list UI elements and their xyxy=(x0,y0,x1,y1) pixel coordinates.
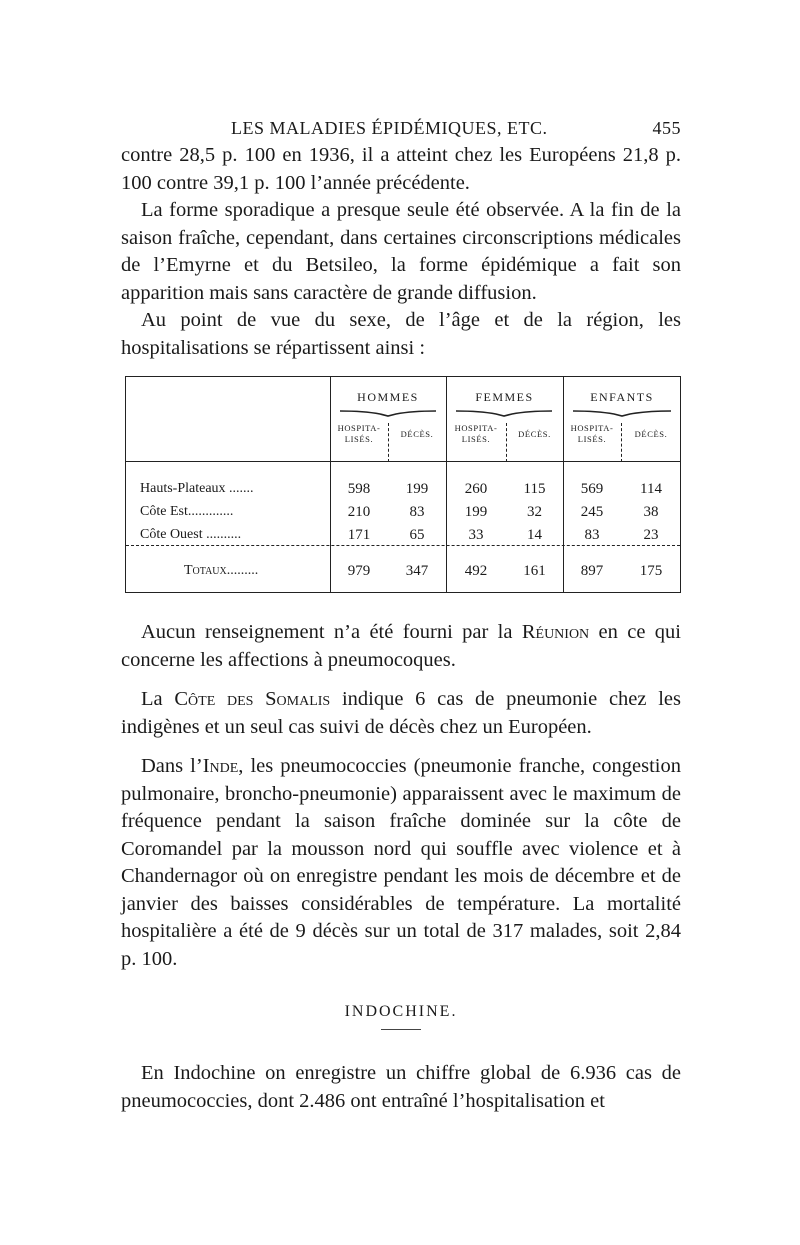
paragraph-4 xyxy=(121,619,681,674)
table-cell: 83 xyxy=(409,504,425,520)
running-title: LES MALADIES ÉPIDÉMIQUES, ETC. xyxy=(231,118,548,138)
brace-enfants xyxy=(573,409,671,417)
table-cell: 171 xyxy=(347,527,371,543)
paragraph-5 xyxy=(121,686,681,741)
subheader-deces: DÉCÈS. xyxy=(400,429,434,439)
table-rule xyxy=(126,545,680,546)
text-run: Dans l’ xyxy=(141,755,203,777)
text-run: La xyxy=(141,688,175,710)
table-cell: 199 xyxy=(464,504,488,520)
paragraph-2: La forme sporadique a presque seule été observée. A la fin de la saison fraîche, cependant, dans certaines circonscriptions médicales de l’Emyrne et du Betsileo, la forme épidémique a fait son apparition mais sans caractère de grande diffusion. xyxy=(121,199,681,304)
row-label-hauts-plateaux: Hauts-Plateaux ....... xyxy=(140,481,254,496)
subheader-line: HOSPITA- xyxy=(454,423,498,433)
table-cell: 65 xyxy=(409,527,425,543)
table-cell: 210 xyxy=(347,504,371,520)
subheader-line: LISÉS. xyxy=(344,434,374,444)
table-cell: 14 xyxy=(527,527,542,543)
table-cell: 569 xyxy=(580,481,604,497)
table-total-cell: 161 xyxy=(523,563,546,579)
paragraph-1: contre 28,5 p. 100 en 1936, il a atteint chez les Européens 21,8 p. 100 contre 39,1 p. 100 l’année précédente. xyxy=(121,144,681,194)
table-total-cell: 175 xyxy=(639,563,663,579)
row-label-text: Hauts-Plateaux xyxy=(140,481,226,496)
spacer xyxy=(121,1030,681,1060)
table-total-cell: 979 xyxy=(347,563,371,579)
table-rule xyxy=(126,461,680,462)
row-label-text: Totaux xyxy=(184,563,227,578)
table-cell: 32 xyxy=(527,504,542,520)
text-run: indique 6 cas de pneumonie chez les indigènes et un seul cas suivi de décès chez un Européen. xyxy=(121,688,682,738)
group-header-enfants: ENFANTS xyxy=(590,390,654,404)
table-cell: 260 xyxy=(464,481,488,497)
running-head xyxy=(121,108,681,142)
spacer xyxy=(121,674,681,686)
place-name: Réunion xyxy=(521,621,590,643)
subheader-hospitalises xyxy=(563,423,621,445)
subheader-line: HOSPITA- xyxy=(570,423,614,433)
table-cell: 115 xyxy=(523,481,546,497)
subheader-line: HOSPITA- xyxy=(337,423,381,433)
section-title: INDOCHINE. xyxy=(344,1003,458,1020)
subheader-hospitalises xyxy=(446,423,506,445)
row-label-cote-est: Côte Est............. xyxy=(140,504,234,519)
brace-femmes xyxy=(456,409,552,417)
spacer xyxy=(121,741,681,753)
text-run: Aucun renseignement n’a été fourni par la xyxy=(141,621,522,643)
page-number: 455 xyxy=(652,118,681,138)
row-label-totaux: Totaux......... xyxy=(184,563,259,578)
table-cell: 245 xyxy=(580,504,604,520)
table-cell: 598 xyxy=(347,481,371,497)
paragraph-6 xyxy=(121,753,681,973)
row-label-text: Côte Ouest xyxy=(140,527,203,542)
page xyxy=(121,108,681,1115)
group-header-hommes: HOMMES xyxy=(357,390,419,404)
subheader-deces: DÉCÈS. xyxy=(634,429,668,439)
group-header-femmes: FEMMES xyxy=(475,390,534,404)
text-run: , les pneumococcies (pneumonie franche, congestion pulmonaire, broncho-pneumonie) apparaissent avec le maximum de fréquence pendant la saison fraîche dominée sur la côte de Coromandel par la mousson nord qui souffle avec violence et à Chandernagor où on enregistre pendant les mois de décembre et de janvier des baisses considérables de température. La mortalité hospitalière a été de 9 décès sur un total de 317 malades, soit 2,84 p. 100. xyxy=(121,755,681,970)
brace-hommes xyxy=(340,409,436,417)
table-cell: 38 xyxy=(643,504,659,520)
subheader-deces: DÉCÈS. xyxy=(518,429,551,439)
paragraph-7: En Indochine on enregistre un chiffre global de 6.936 cas de pneumococcies, dont 2.486 ont entraîné l’hospitalisation et xyxy=(121,1062,681,1112)
table-cell: 114 xyxy=(640,481,662,497)
subheader-line: LISÉS. xyxy=(577,434,607,444)
spacer xyxy=(121,593,681,619)
place-name: Côte des Somalis xyxy=(174,688,331,710)
table-cell: 83 xyxy=(584,527,600,543)
paragraph-3: Au point de vue du sexe, de l’âge et de la région, les hospitalisations se répartissent ainsi : xyxy=(121,309,681,359)
table-total-cell: 897 xyxy=(580,563,604,579)
hospitalisations-table xyxy=(125,376,681,593)
table-cell: 33 xyxy=(468,527,484,543)
table-cell: 23 xyxy=(643,527,659,543)
text-run: en ce qui concerne les affections à pneumocoques. xyxy=(121,621,682,671)
subheader-line: LISÉS. xyxy=(461,434,491,444)
table-cell: 199 xyxy=(405,481,429,497)
table-total-cell: 347 xyxy=(405,563,429,579)
place-name: Inde xyxy=(202,755,239,777)
table-total-cell: 492 xyxy=(464,563,488,579)
row-label-cote-ouest: Côte Ouest .......... xyxy=(140,527,242,542)
row-label-text: Côte Est xyxy=(140,504,188,519)
subheader-hospitalises xyxy=(330,423,388,445)
spacer xyxy=(121,973,681,1003)
